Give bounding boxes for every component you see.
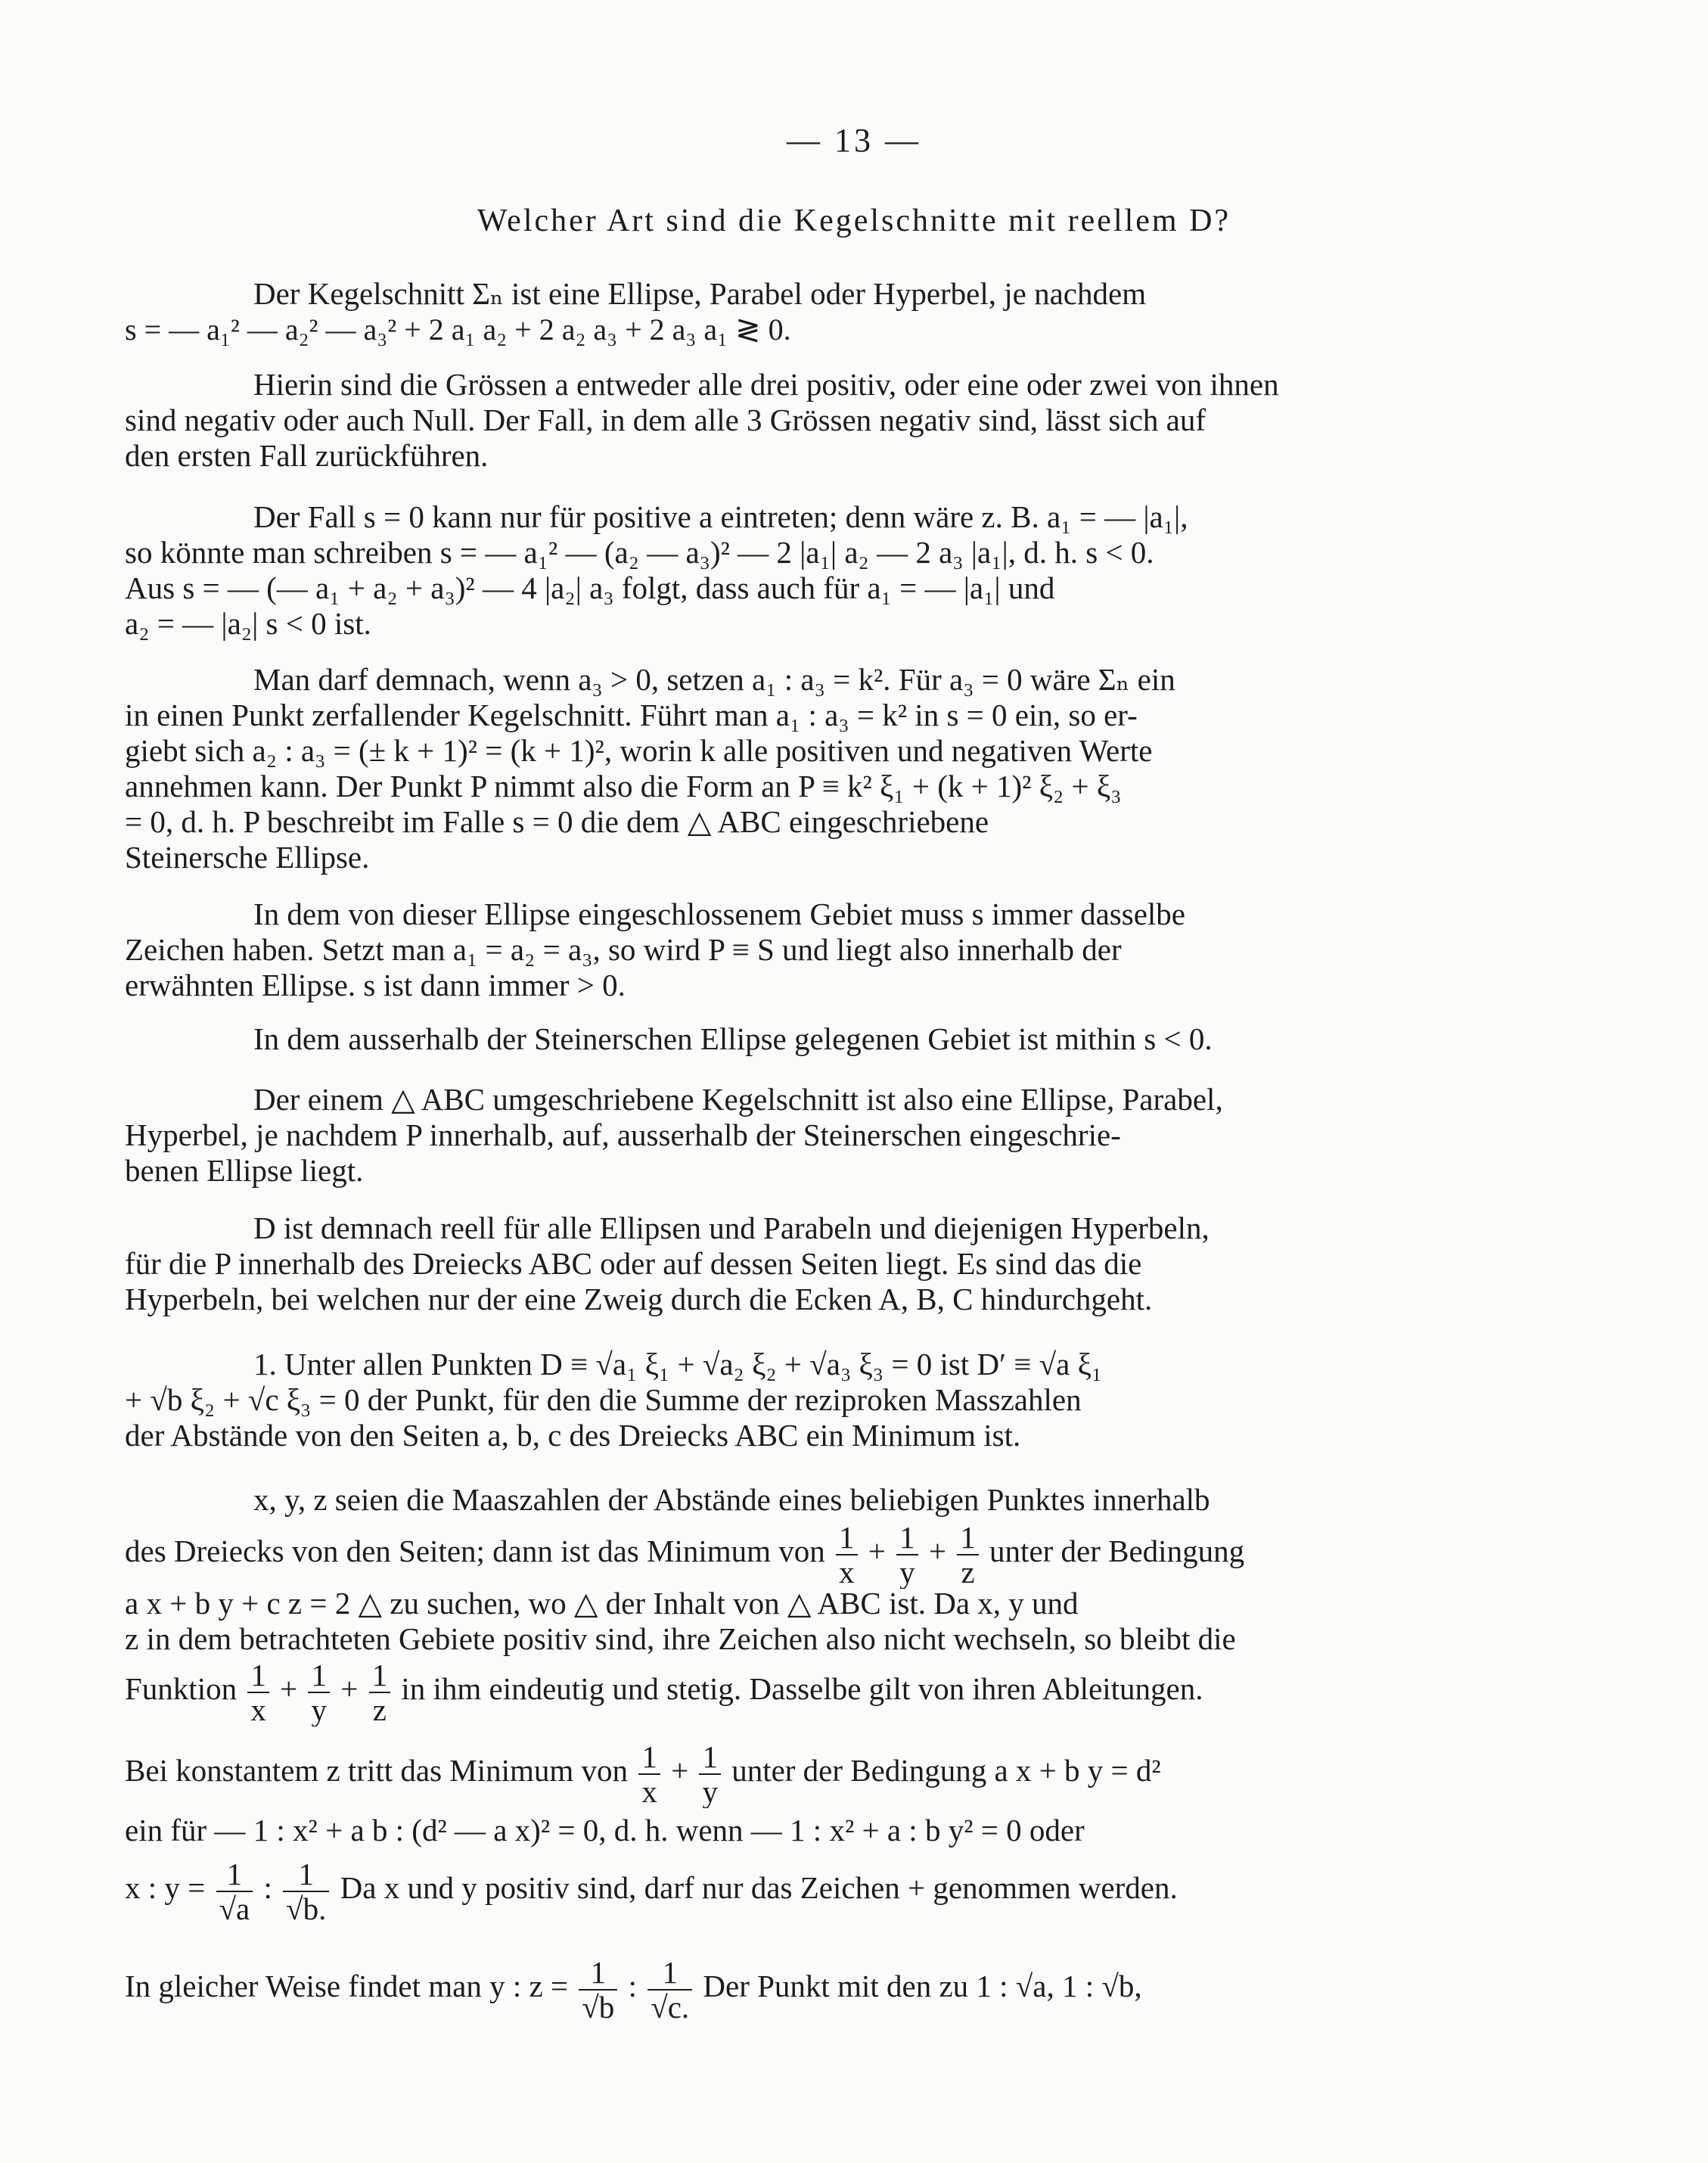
plus-sign: + xyxy=(280,1671,298,1706)
fraction xyxy=(308,1658,330,1726)
denominator: x xyxy=(250,1692,266,1726)
numerator: 1 xyxy=(836,1521,858,1555)
denominator: y xyxy=(702,1773,718,1808)
fraction xyxy=(647,1956,692,2024)
text-fragment: in ihm eindeutig und stetig. Dasselbe gilt von ihren Ableitungen. xyxy=(401,1671,1203,1706)
plus-sign: + xyxy=(928,1534,947,1568)
plus-sign: + xyxy=(671,1753,689,1788)
text-line: den ersten Fall zurückführen. xyxy=(125,438,489,473)
text-line: Der Kegelschnitt Σₙ ist eine Ellipse, Parabel oder Hyperbel, je nachdem xyxy=(253,276,1147,311)
numerator: 1 xyxy=(638,1740,660,1775)
fraction xyxy=(369,1658,391,1726)
paragraph-6 xyxy=(125,1021,1509,1057)
text-fragment: Funktion xyxy=(125,1671,238,1706)
text-line: Hyperbeln, bei welchen nur der eine Zweig durch die Ecken A, B, C hindurchgeht. xyxy=(125,1282,1153,1316)
text-fragment: Da x und y positiv sind, darf nur das Zeichen + genommen werden. xyxy=(340,1870,1178,1905)
text-line: z in dem betrachteten Gebiete positiv sind, ihre Zeichen also nicht wechseln, so bleibt die xyxy=(125,1621,1236,1656)
text-fragment: Der Punkt mit den zu 1 : √a, 1 : √b, xyxy=(703,1969,1142,2003)
paragraph-9 xyxy=(125,1347,1509,1453)
text-fragment: des Dreiecks von den Seiten; dann ist das Minimum von xyxy=(125,1534,825,1568)
fraction-line xyxy=(125,1513,1517,1589)
text-line: Aus s = — (— a₁ + a₂ + a₃)² — 4 |a₂| a₃ folgt, dass auch für a₁ = — |a₁| und xyxy=(125,570,1055,605)
denominator: x xyxy=(641,1773,657,1808)
text-line: + √b ξ₂ + √c ξ₃ = 0 der Punkt, für den die Summe der reziproken Masszahlen xyxy=(125,1382,1082,1417)
text-line: Steinersche Ellipse. xyxy=(125,840,370,875)
fraction-line xyxy=(125,1846,1517,1929)
text-line: so könnte man schreiben s = — a₁² — (a₂ — a₃)² — 2 |a₁| a₂ — 2 a₃ |a₁|, d. h. s < 0. xyxy=(125,535,1154,570)
page-number: — 13 — xyxy=(787,122,921,159)
numerator: 1 xyxy=(647,1956,692,1991)
text-line: = 0, d. h. P beschreibt im Falle s = 0 die dem △ ABC eingeschriebene xyxy=(125,804,989,839)
fraction xyxy=(836,1521,858,1589)
text-line: der Abstände von den Seiten a, b, c des Dreiecks ABC ein Minimum ist. xyxy=(125,1418,1021,1453)
text-line: Man darf demnach, wenn a₃ > 0, setzen a₁ : a₃ = k². Für a₃ = 0 wäre Σₙ ein xyxy=(253,662,1175,697)
denominator: z xyxy=(372,1692,387,1726)
colon-sign: : xyxy=(628,1969,637,2003)
numerator: 1 xyxy=(308,1658,330,1693)
denominator: z xyxy=(961,1554,975,1589)
text-line: 1. Unter allen Punkten D ≡ √a₁ ξ₁ + √a₂ ξ₂ + √a₃ ξ₃ = 0 ist D′ ≡ √a ξ₁ xyxy=(253,1347,1103,1381)
text-line: Der einem △ ABC umgeschriebene Kegelschnitt ist also eine Ellipse, Parabel, xyxy=(253,1082,1223,1117)
numerator: 1 xyxy=(216,1857,253,1892)
denominator: x xyxy=(839,1554,855,1589)
plus-sign: + xyxy=(340,1671,359,1706)
denominator: √b. xyxy=(286,1891,327,1926)
paragraph-2 xyxy=(125,367,1509,474)
text-fragment: Bei konstantem z tritt das Minimum von xyxy=(125,1753,629,1788)
numerator: 1 xyxy=(579,1956,617,1991)
text-line: annehmen kann. Der Punkt P nimmt also die Form an P ≡ k² ξ₁ + (k + 1)² ξ₂ + ξ₃ xyxy=(125,769,1122,803)
section-heading: Welcher Art sind die Kegelschnitte mit reellem D? xyxy=(477,204,1231,238)
fraction xyxy=(283,1857,329,1925)
denominator: √a xyxy=(219,1891,250,1926)
fraction xyxy=(896,1521,918,1589)
colon-sign: : xyxy=(263,1870,272,1905)
numerator: 1 xyxy=(699,1740,721,1775)
fraction xyxy=(216,1857,253,1925)
text-line: Hyperbel, je nachdem P innerhalb, auf, ausserhalb der Steinerschen eingeschrie- xyxy=(125,1117,1121,1152)
denominator: √b xyxy=(582,1989,615,2025)
text-fragment: unter der Bedingung xyxy=(989,1534,1245,1568)
paragraph-8 xyxy=(125,1210,1509,1317)
paragraph-3 xyxy=(125,499,1509,642)
fraction xyxy=(247,1658,269,1726)
equation-line: s = — a₁² — a₂² — a₃² + 2 a₁ a₂ + 2 a₂ a₃ + 2 a₃ a₁ ≷ 0. xyxy=(125,312,791,347)
plus-sign: + xyxy=(868,1534,886,1568)
numerator: 1 xyxy=(369,1658,391,1693)
text-line: benen Ellipse liegt. xyxy=(125,1153,364,1188)
text-fragment: x : y = xyxy=(125,1870,206,1905)
fraction xyxy=(638,1740,660,1808)
text-line: a₂ = — |a₂| s < 0 ist. xyxy=(125,606,371,641)
text-line: giebt sich a₂ : a₃ = (± k + 1)² = (k + 1)², worin k alle positiven und negativen Werte xyxy=(125,733,1153,768)
text-line: Zeichen haben. Setzt man a₁ = a₂ = a₃, so wird P ≡ S und liegt also innerhalb der xyxy=(125,932,1122,967)
fraction xyxy=(957,1521,979,1589)
denominator: y xyxy=(899,1554,915,1589)
text-line: sind negativ oder auch Null. Der Fall, in dem alle 3 Grössen negativ sind, lässt sich auf xyxy=(125,402,1206,437)
text-line: a x + b y + c z = 2 △ zu suchen, wo △ der Inhalt von △ ABC ist. Da x, y und xyxy=(125,1586,1079,1621)
text-line: x, y, z seien die Maaszahlen der Abstände eines beliebigen Punktes innerhalb xyxy=(253,1482,1210,1517)
text-line: In dem ausserhalb der Steinerschen Ellipse gelegenen Gebiet ist mithin s < 0. xyxy=(253,1021,1213,1056)
text-line: erwähnten Ellipse. s ist dann immer > 0. xyxy=(125,968,626,1002)
paragraph-5 xyxy=(125,897,1509,1003)
text-fragment: unter der Bedingung a x + b y = d² xyxy=(731,1753,1161,1788)
text-line: D ist demnach reell für alle Ellipsen und Parabeln und diejenigen Hyperbeln, xyxy=(253,1210,1210,1245)
text-line: Der Fall s = 0 kann nur für positive a eintreten; denn wäre z. B. a₁ = — |a₁|, xyxy=(253,499,1188,534)
numerator: 1 xyxy=(896,1521,918,1555)
text-line: In dem von dieser Ellipse eingeschlossenem Gebiet muss s immer dasselbe xyxy=(253,897,1186,931)
fraction-line xyxy=(125,1944,1517,2028)
numerator: 1 xyxy=(283,1857,329,1892)
fraction xyxy=(699,1740,721,1808)
text-fragment: In gleicher Weise findet man y : z = xyxy=(125,1969,569,2003)
paragraph-1 xyxy=(125,276,1509,347)
text-line: in einen Punkt zerfallender Kegelschnitt. Führt man a₁ : a₃ = k² in s = 0 ein, so er- xyxy=(125,698,1138,732)
paragraph-7 xyxy=(125,1082,1509,1189)
fraction-line xyxy=(125,1651,1517,1726)
fraction-line xyxy=(125,1733,1517,1808)
paragraph-4 xyxy=(125,662,1509,875)
text-line: für die P innerhalb des Dreiecks ABC oder auf dessen Seiten liegt. Es sind das die xyxy=(125,1246,1142,1281)
denominator: y xyxy=(311,1692,327,1726)
denominator: √c. xyxy=(651,1989,690,2025)
text-line: ein für — 1 : x² + a b : (d² — a x)² = 0, d. h. wenn — 1 : x² + a : b y² = 0 oder xyxy=(125,1813,1085,1848)
numerator: 1 xyxy=(247,1658,269,1693)
numerator: 1 xyxy=(957,1521,979,1555)
fraction xyxy=(579,1956,617,2024)
text-line: Hierin sind die Grössen a entweder alle drei positiv, oder eine oder zwei von ihnen xyxy=(253,367,1279,402)
